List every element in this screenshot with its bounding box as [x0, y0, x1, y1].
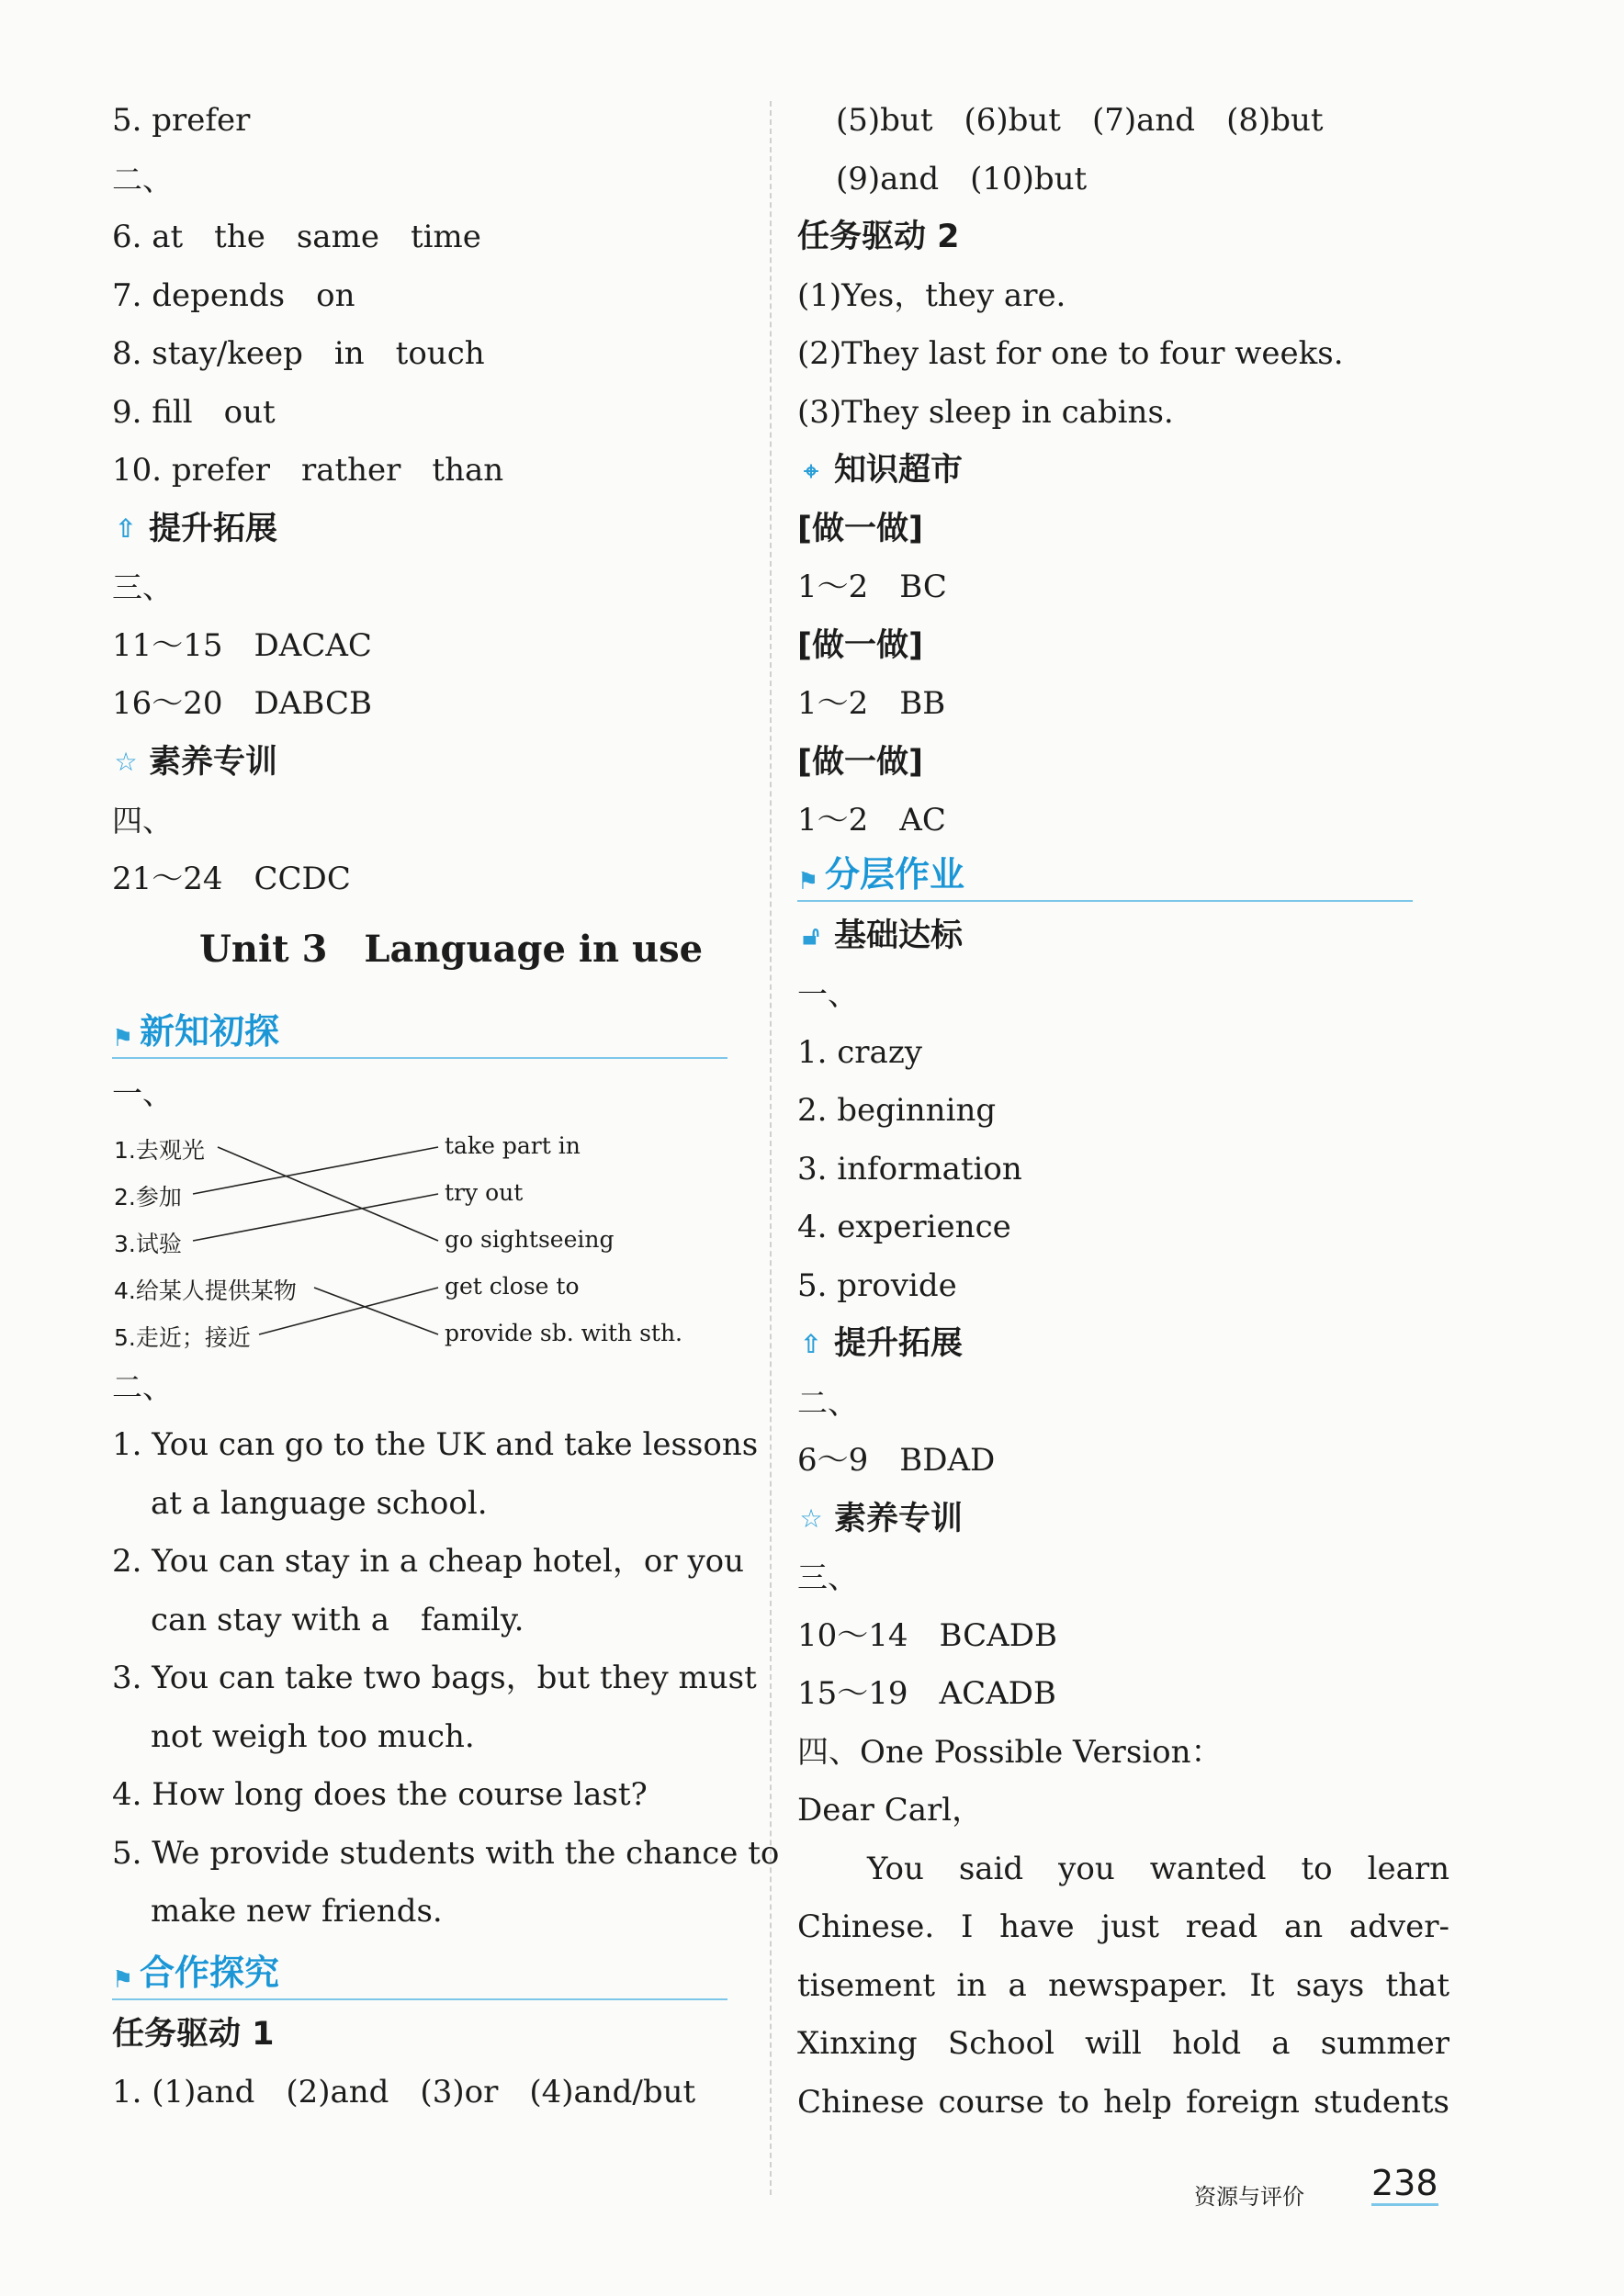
- sentence-line: make new friends.: [151, 1893, 443, 1930]
- answer-line: 8. stay/keep in touch: [112, 335, 485, 372]
- location-pin-icon: ⌖: [804, 455, 818, 486]
- subheading-label: 基础达标: [834, 917, 964, 954]
- subheading-zhishi: [797, 442, 1449, 501]
- sentence-line: 4. How long does the course last?: [112, 1776, 648, 1813]
- answer-line: 5. prefer: [112, 102, 251, 139]
- answer-line: (5)but (6)but (7)and (8)but: [836, 102, 1324, 139]
- answer-line: 四、: [112, 803, 173, 838]
- match-connector: [193, 1147, 438, 1194]
- right-column: [797, 92, 1449, 2132]
- answer-line: 5. provide: [797, 1266, 957, 1304]
- flag-icon: ⚑: [112, 1025, 134, 1052]
- match-left-item: 3.试验: [114, 1230, 182, 1257]
- subheading-tisheng: [797, 1315, 1449, 1374]
- subheading-label: 知识超市: [834, 452, 964, 489]
- answer-line: 6～9 BDAD: [797, 1442, 996, 1479]
- answer-line: 15～19 ACADB: [797, 1675, 1056, 1712]
- subheading-suyang: [797, 1491, 1449, 1549]
- star-icon: ☆: [799, 1503, 823, 1535]
- answer-line: 一、: [797, 976, 858, 1012]
- section-hezuo: [112, 1941, 727, 2000]
- flag-icon: ⚑: [797, 867, 819, 895]
- answer-line: 21～24 CCDC: [112, 860, 351, 897]
- column-divider: [770, 101, 772, 2195]
- answer-line: (1)Yes，they are.: [797, 276, 1066, 314]
- answer-line: 三、: [797, 1559, 858, 1595]
- match-connector: [218, 1147, 438, 1241]
- answer-line: (3)They sleep in cabins.: [797, 393, 1174, 431]
- subheading-suyang: [112, 734, 755, 793]
- sentence-line: can stay with a family.: [151, 1601, 524, 1638]
- answer-line: 1. (1)and (2)and (3)or (4)and/but: [112, 2074, 696, 2110]
- answer-line: 三、: [112, 569, 173, 605]
- bracket-label: [做一做]: [797, 510, 923, 547]
- task-heading: 任务驱动 2: [797, 219, 960, 255]
- footer-label: 资源与评价: [1194, 2184, 1304, 2210]
- subheading-jichu: [797, 907, 1449, 966]
- match-right-item: get close to: [445, 1272, 580, 1300]
- answer-line: 6. at the same time: [112, 219, 481, 255]
- match-right-item: go sightseeing: [445, 1225, 615, 1253]
- match-left-item: 5.走近；接近: [114, 1323, 251, 1351]
- section-title: 合作探究: [140, 1952, 280, 1993]
- answer-line: 二、: [797, 1384, 858, 1421]
- section-fenceng: [797, 850, 1413, 902]
- matching-exercise: [112, 1123, 755, 1358]
- answer-line: 1～2 BC: [797, 568, 947, 605]
- unit-title: Unit 3 Language in use: [199, 928, 704, 971]
- answer-line: 4. experience: [797, 1209, 1011, 1245]
- bracket-label: [做一做]: [797, 626, 923, 664]
- answer-line: 9. fill out: [112, 393, 276, 431]
- answer-line: 7. depends on: [112, 276, 355, 314]
- answer-line: 10～14 BCADB: [797, 1616, 1057, 1654]
- section-title: 分层作业: [825, 853, 965, 895]
- subheading-tisheng: [112, 501, 755, 559]
- letter-line: Xinxing School will hold a summer: [797, 2025, 1449, 2062]
- section-title: 新知初探: [140, 1011, 280, 1052]
- section-xinzhi: [112, 991, 727, 1059]
- sentence-line: 5. We provide students with the chance to: [112, 1834, 780, 1872]
- answer-line: (2)They last for one to four weeks.: [797, 335, 1344, 372]
- answer-line: 3. information: [797, 1150, 1022, 1187]
- subheading-label: 提升拓展: [149, 510, 278, 547]
- answer-line: 1～2 AC: [797, 802, 946, 838]
- bracket-label: [做一做]: [797, 743, 923, 781]
- sentence-line: not weigh too much.: [151, 1717, 475, 1755]
- subheading-label: 提升拓展: [834, 1325, 964, 1362]
- answer-line: 10. prefer rather than: [112, 452, 504, 489]
- answer-line: (9)and (10)but: [836, 160, 1088, 197]
- answer-line: 2. beginning: [797, 1092, 997, 1129]
- star-icon: ☆: [114, 747, 138, 778]
- subheading-label: 素养专训: [149, 743, 278, 781]
- answer-line: 1. crazy: [797, 1033, 922, 1071]
- sentence-line: 3. You can take two bags，but they must: [112, 1660, 757, 1696]
- sentence-line: at a language school.: [151, 1484, 488, 1522]
- answer-line: 四、One Possible Version：: [797, 1733, 1223, 1771]
- match-connector: [314, 1288, 438, 1334]
- answer-line: 二、: [112, 1368, 173, 1405]
- left-column: [112, 92, 780, 2122]
- letter-greeting: Dear Carl，: [797, 1792, 984, 1829]
- match-connector: [193, 1194, 438, 1241]
- answer-line: 16～20 DABCB: [112, 685, 372, 722]
- letter-line: Chinese course to help foreign students: [797, 2083, 1449, 2121]
- letter-line: You said you wanted to learn: [867, 1850, 1449, 1887]
- match-right-item: provide sb. with sth.: [445, 1319, 683, 1346]
- match-left-item: 1.去观光: [114, 1136, 205, 1164]
- lock-icon: 🔓︎: [802, 920, 820, 951]
- letter-body: [797, 1840, 1449, 2133]
- letter-line: Chinese. I have just read an adver-: [797, 1908, 1449, 1945]
- up-arrow-icon: ⇧: [115, 513, 137, 545]
- match-left-item: 2.参加: [114, 1183, 182, 1210]
- letter-line: tisement in a newspaper. It says that: [797, 1966, 1449, 2004]
- sentence-line: 1. You can go to the UK and take lessons: [112, 1426, 759, 1463]
- up-arrow-icon: ⇧: [800, 1328, 822, 1359]
- answer-line: 11～15 DACAC: [112, 626, 372, 664]
- answer-line: 二、: [112, 161, 173, 197]
- flag-icon: ⚑: [112, 1965, 134, 1994]
- subheading-label: 素养专训: [834, 1500, 964, 1537]
- sentence-line: 2. You can stay in a cheap hotel，or you: [112, 1543, 745, 1580]
- answer-line: 一、: [112, 1075, 173, 1111]
- answer-line: 1～2 BB: [797, 685, 946, 722]
- task-heading: 任务驱动 1: [112, 2015, 275, 2053]
- match-right-item: try out: [445, 1178, 524, 1206]
- match-left-item: 4.给某人提供某物: [114, 1277, 297, 1304]
- page-number: 238: [1371, 2163, 1438, 2206]
- match-right-item: take part in: [445, 1131, 581, 1159]
